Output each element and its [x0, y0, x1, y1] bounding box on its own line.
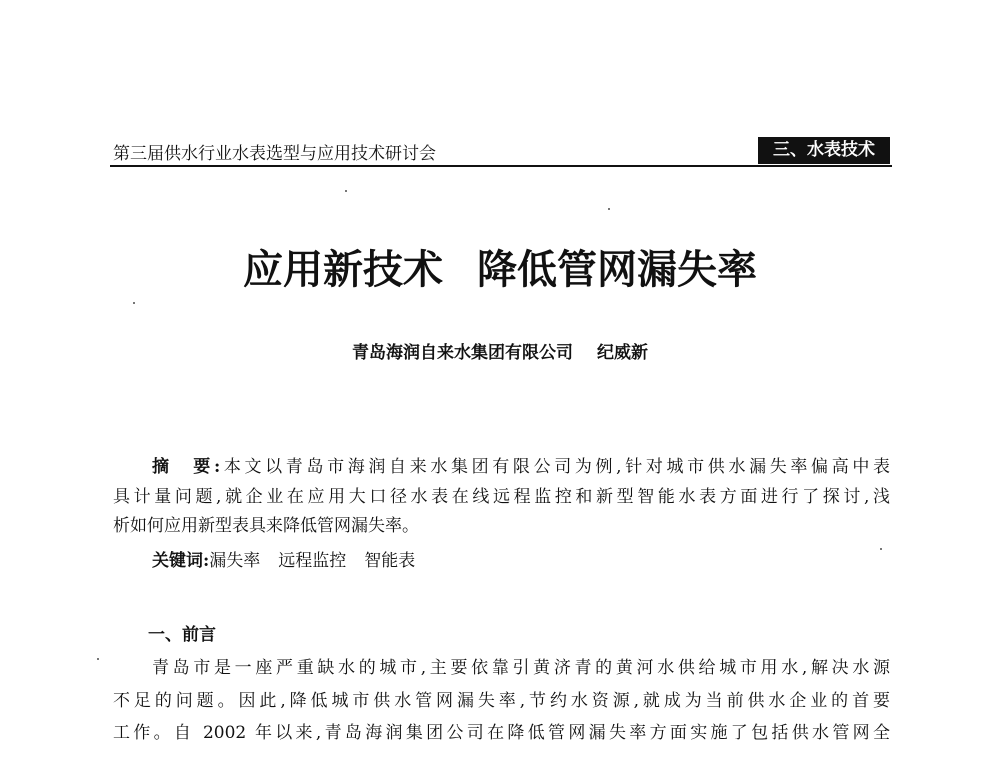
abstract-text: 本文以青岛市海润自来水集团有限公司为例,针对城市供水漏失率偏高中表	[220, 457, 890, 477]
title-part-2: 降低管网漏失率	[477, 246, 757, 293]
keyword: 远程监控	[278, 551, 347, 571]
abstract-line: 具计量问题,就企业在应用大口径水表在线远程监控和新型智能水表方面进行了探讨,浅	[113, 487, 890, 507]
header-rule	[110, 165, 892, 167]
scan-speck	[880, 548, 882, 550]
body-line: 青岛市是一座严重缺水的城市,主要依靠引黄济青的黄河水供给城市用水,解决水源	[152, 658, 890, 678]
title-part-1: 应用新技术	[243, 246, 443, 293]
keyword: 漏失率	[209, 551, 261, 571]
abstract-line	[152, 452, 890, 477]
keyword: 智能表	[364, 551, 416, 571]
scan-speck	[133, 302, 135, 304]
conference-header: 第三届供水行业水表选型与应用技术研讨会	[113, 144, 436, 164]
section-heading: 一、前言	[148, 625, 216, 645]
article-title	[0, 238, 1000, 295]
abstract-line: 析如何应用新型表具来降低管网漏失率。	[113, 516, 419, 536]
scan-speck	[97, 658, 99, 660]
body-line: 工作。自 2002 年以来,青岛海润集团公司在降低管网漏失率方面实施了包括供水管网全	[113, 723, 890, 743]
section-badge: 三、水表技术	[758, 137, 890, 164]
scan-speck	[345, 190, 347, 192]
scan-speck	[608, 208, 610, 210]
body-line: 不足的问题。因此,降低城市供水管网漏失率,节约水资源,就成为当前供水企业的首要	[113, 691, 890, 711]
organization: 青岛海润自来水集团有限公司	[352, 343, 573, 363]
byline	[0, 338, 1000, 363]
abstract-label: 摘 要:	[152, 457, 221, 477]
keywords	[152, 546, 890, 571]
author-name: 纪威新	[597, 343, 648, 363]
keywords-label: 关键词:	[152, 551, 210, 571]
